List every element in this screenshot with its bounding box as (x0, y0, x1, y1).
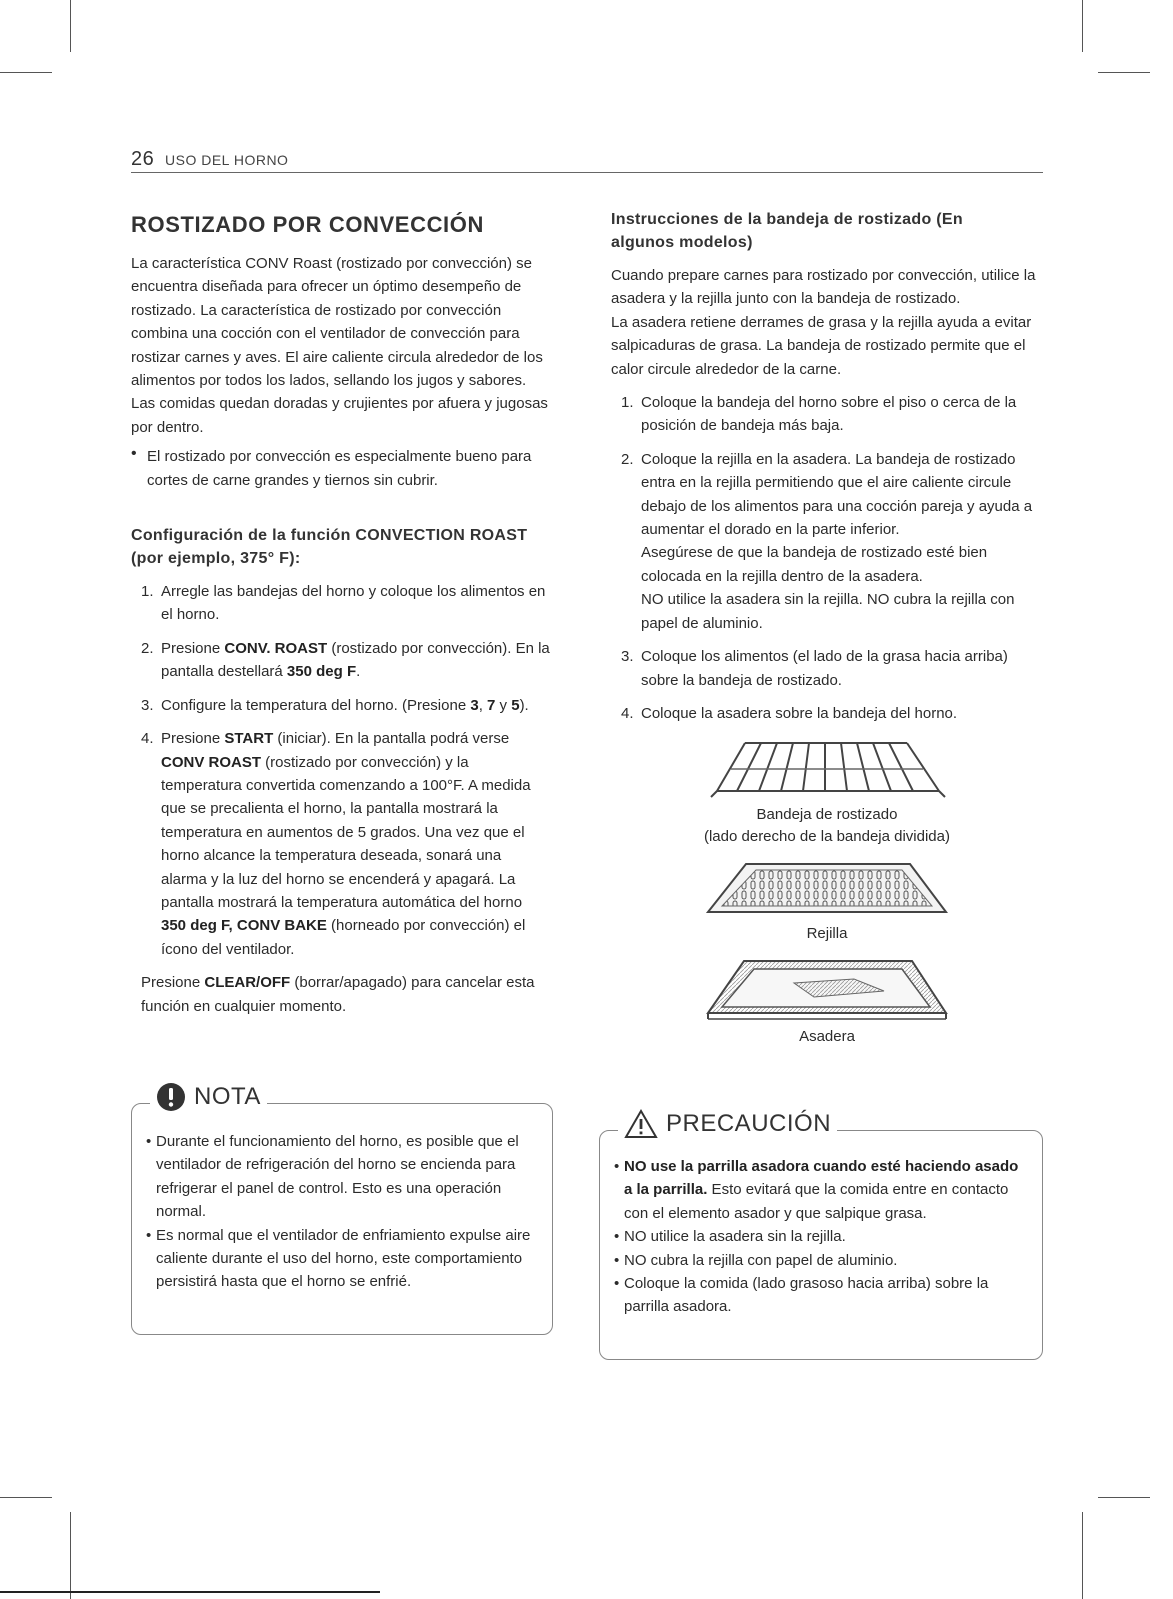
note-box (131, 1083, 553, 1335)
caution-header (618, 1109, 837, 1139)
step-number: 2. (141, 639, 154, 657)
cancel-paragraph: Presione CLEAR/OFF (borrar/apagado) para cancelar esta función en cualquier momento. (141, 974, 535, 1015)
list-item: • NO cubra la rejilla con papel de aluminio. (614, 1251, 898, 1269)
left-column (131, 208, 551, 1018)
page-number: 26 (131, 148, 155, 170)
figure-broiler-pan (611, 957, 1043, 1048)
right-paragraph: Cuando prepare carnes para rostizado por convección, utilice la asadera y la rejilla junto con la bandeja de rostizado. (611, 267, 1036, 308)
crop-mark (0, 72, 52, 73)
step-number: 4. (141, 730, 154, 748)
note-body (146, 1130, 538, 1294)
right-heading: Instrucciones de la bandeja de rostizado (En algunos modelos) (611, 211, 963, 251)
bullet-item (131, 445, 551, 492)
tray-steps (611, 391, 1043, 725)
list-item: • NO utilice la asadera sin la rejilla. (614, 1228, 846, 1246)
step-text: Arregle las bandejas del horno y coloque los alimentos en el horno. (161, 583, 546, 624)
bullet-text: El rostizado por convección es especialmente bueno para cortes de carne grandes y tiernos sin cubrir. (147, 448, 532, 489)
step-text: Coloque los alimentos (el lado de la grasa hacia arriba) sobre la bandeja de rostizado. (641, 648, 1008, 689)
crop-mark (1098, 72, 1150, 73)
list-item (131, 580, 551, 627)
warning-icon (624, 1109, 658, 1139)
figure-caption: Bandeja de rostizado (756, 806, 898, 824)
list-item: • NO use la parrilla asadora cuando esté haciendo asado a la parrilla. Esto evitará que la comida entre en contacto con el elemento asador y que salpique grasa. (614, 1158, 1019, 1222)
grid-illustration (704, 860, 950, 918)
note-label: NOTA (194, 1083, 261, 1110)
crop-mark (0, 1497, 52, 1498)
figure-caption: Asadera (799, 1028, 855, 1046)
caution-body (614, 1155, 1028, 1319)
list-item (611, 702, 1043, 725)
step-text: Coloque la rejilla en la asadera. La bandeja de rostizado entra en la rejilla permitiendo que el aire caliente circule debajo de los alimentos para una cocción pareja y ayuda a aumentar el dorado en la parte inferior. Asegúrese de que la bandeja de rostizado esté bien colocada en la rejilla dentro de la asadera. NO utilice la asadera sin la rejilla. NO cubra la rejilla con papel de aluminio. (641, 450, 1033, 632)
subheading: Configuración de la función CONVECTION ROAST (por ejemplo, 375° F): (131, 527, 528, 568)
step-text: Coloque la bandeja del horno sobre el piso o cerca de la posición de bandeja más baja. (641, 394, 1017, 435)
crop-mark (1098, 1497, 1150, 1498)
bottom-rule (0, 1591, 380, 1593)
step-text: Configure la temperatura del horno. (Presione 3, 7 y 5). (161, 696, 529, 714)
caution-box (599, 1110, 1043, 1360)
figure-caption: (lado derecho de la bandeja dividida) (703, 828, 950, 846)
intro-paragraph: La característica CONV Roast (rostizado por convección) se encuentra diseñada para ofrecer un óptimo desempeño de rostizado. La característica de rostizado por convección combina una cocción con el ventilador de convección para rostizar carnes y aves. El aire caliente circula alrededor de los alimentos por todos los lados, sellando los jugos y sabores. Las comidas quedan doradas y crujientes por afuera y jugosas por dentro. (131, 255, 548, 436)
list-item (611, 448, 1043, 635)
note-header (150, 1082, 267, 1112)
list-item (131, 727, 551, 961)
bullet-dot: • (131, 445, 137, 463)
step-text: Presione CONV. ROAST (rostizado por convección). En la pantalla destellará 350 deg F. (161, 639, 550, 681)
list-item (611, 391, 1043, 438)
step-number: 1. (141, 583, 154, 601)
list-item: • Durante el funcionamiento del horno, es posible que el ventilador de refrigeración del horno se encienda para refrigerar el panel de control. Esto es una operación normal. (146, 1133, 519, 1221)
list-item: • Coloque la comida (lado grasoso hacia arriba) sobre la parrilla asadora. (614, 1275, 989, 1316)
step-number: 3. (621, 648, 634, 666)
broiler-pan-illustration (704, 957, 950, 1021)
right-paragraph: La asadera retiene derrames de grasa y la rejilla ayuda a evitar salpicaduras de grasa. La bandeja de rostizado permite que el calor circule alrededor de la carne. (611, 313, 1032, 378)
list-item: • Es normal que el ventilador de enfriamiento expulse aire caliente durante el uso del horno, este comportamiento persistirá hasta que el horno se enfrié. (146, 1226, 531, 1291)
figure-roasting-rack (611, 735, 1043, 848)
step-text: Coloque la asadera sobre la bandeja del horno. (641, 704, 958, 722)
figure-grid (611, 860, 1043, 945)
info-icon (156, 1082, 186, 1112)
setup-steps (131, 580, 551, 961)
right-column (611, 208, 1043, 1048)
list-item (131, 694, 551, 717)
page-header (131, 146, 1043, 173)
roasting-rack-illustration (707, 735, 947, 799)
caution-label: PRECAUCIÓN (666, 1110, 832, 1137)
section-title: USO DEL HORNO (165, 152, 289, 168)
crop-mark (70, 1512, 71, 1599)
step-number: 3. (141, 696, 154, 714)
step-number: 4. (621, 704, 634, 722)
step-text: Presione START (iniciar). En la pantalla podrá verse CONV ROAST (rostizado por convección) y la temperatura convertida comenzando a 100°F. A medida que se precalienta el horno, la pantalla mostrará la temperatura en aumentos de 5 grados. Una vez que el horno alcance la temperatura deseada, sonará una alarma y la luz del horno se encenderá y apagará. La pantalla mostrará la temperatura automática del horno 350 deg F, CONV BAKE (horneado por convección) el ícono del ventilador. (161, 730, 531, 958)
step-number: 1. (621, 394, 634, 412)
crop-mark (70, 0, 71, 52)
list-item (611, 645, 1043, 692)
crop-mark (1082, 0, 1083, 52)
step-number: 2. (621, 450, 634, 468)
main-heading: ROSTIZADO POR CONVECCIÓN (131, 212, 484, 237)
crop-mark (1082, 1512, 1083, 1599)
figure-caption: Rejilla (806, 925, 848, 943)
list-item (131, 637, 551, 684)
